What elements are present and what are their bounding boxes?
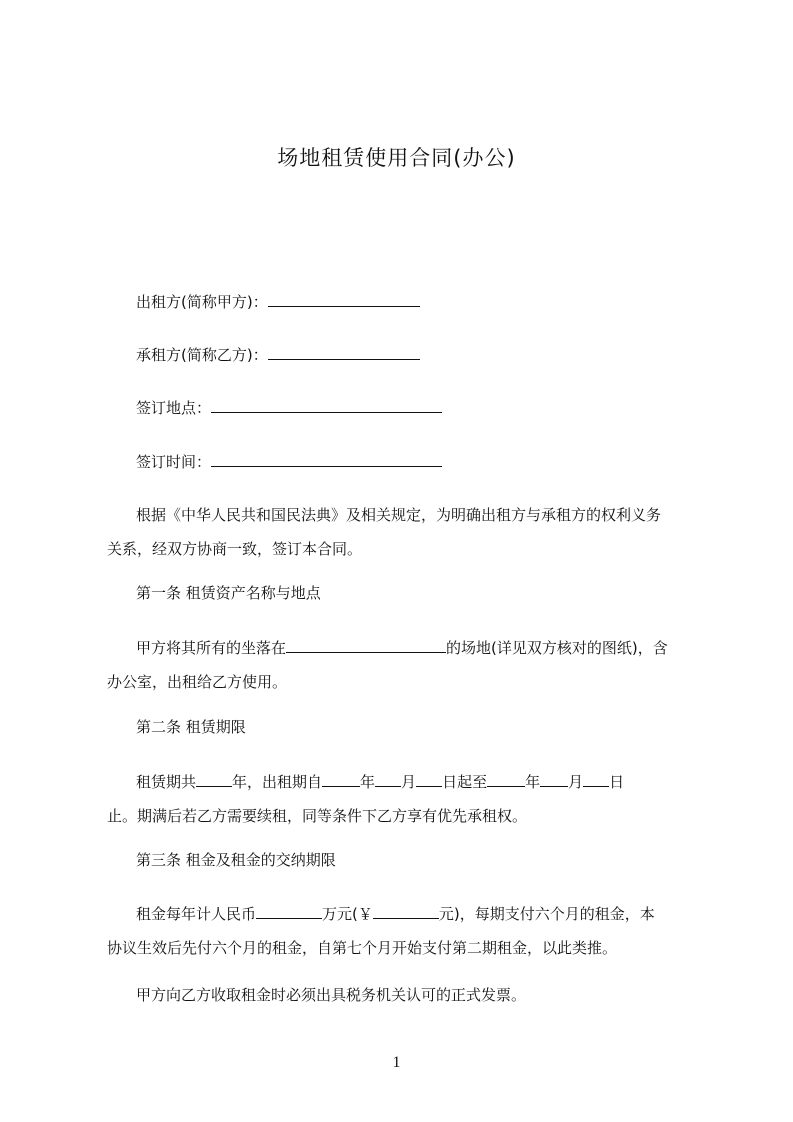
article1-paragraph [107, 631, 701, 699]
lessor-label: 出租方(简称甲方)： [136, 293, 268, 311]
article3-text-p1: 租金每年计人民币 [136, 905, 257, 923]
article2-text-p7: 月 [568, 773, 584, 791]
article3-text-p3: 元)，每期支付六个月的租金，本 [438, 905, 655, 923]
rent-amount-blank [256, 904, 322, 919]
article2-text-p4: 月 [401, 773, 417, 791]
article2-text-p2: 年，出租期自 [232, 773, 323, 791]
article1-text-part1: 甲方将其所有的坐落在 [136, 639, 287, 657]
invoice-paragraph: 甲方向乙方收取租金时必须出具税务机关认可的正式发票。 [136, 986, 527, 1004]
article3-heading: 第三条 租金及租金的交纳期限 [136, 851, 336, 869]
article1-text-part3: 办公室，出租给乙方使用。 [107, 673, 288, 691]
article1-text-part2: 的场地(详见双方核对的图纸)，含 [446, 639, 668, 657]
article3-text-p4: 协议生效后先付六个月的租金，自第七个月开始支付第二期租金，以此类推。 [107, 939, 618, 957]
article2-text-p9: 止。期满后若乙方需要续租，同等条件下乙方享有优先承租权。 [107, 807, 528, 825]
end-day-blank [583, 772, 609, 787]
article2-heading: 第二条 租赁期限 [136, 718, 246, 736]
article1-heading: 第一条 租赁资产名称与地点 [136, 584, 321, 602]
lessee-label: 承租方(简称乙方)： [136, 346, 268, 364]
end-month-blank [540, 772, 568, 787]
lessor-line [136, 292, 420, 312]
article2-text-p8: 日 [609, 773, 625, 791]
lessor-blank [268, 292, 420, 307]
start-month-blank [375, 772, 401, 787]
signing-place-label: 签订地点： [136, 399, 212, 417]
intro-text-line2: 关系，经双方协商一致，签订本合同。 [107, 540, 363, 558]
article2-paragraph [107, 765, 701, 833]
end-year-blank [487, 772, 525, 787]
article2-text-p5: 日起至 [442, 773, 488, 791]
page-number: 1 [392, 1054, 401, 1071]
start-year-blank [322, 772, 360, 787]
rent-yuan-blank [373, 904, 439, 919]
location-blank [286, 638, 446, 653]
signing-place-blank [211, 398, 442, 413]
signing-time-label: 签订时间： [136, 453, 212, 471]
document-title: 场地租赁使用合同(办公) [277, 146, 516, 170]
article2-text-p3: 年 [360, 773, 376, 791]
lease-years-blank [196, 772, 232, 787]
article3-paragraph [107, 897, 701, 965]
article2-text-p1: 租赁期共 [136, 773, 197, 791]
lessee-line [136, 345, 420, 365]
signing-time-line [136, 452, 442, 472]
intro-paragraph [107, 498, 701, 566]
signing-place-line [136, 398, 442, 418]
start-day-blank [416, 772, 442, 787]
article2-text-p6: 年 [525, 773, 541, 791]
signing-time-blank [211, 452, 442, 467]
lessee-blank [268, 345, 420, 360]
intro-text-line1: 根据《中华人民共和国民法典》及相关规定，为明确出租方与承租方的权利义务 [136, 506, 662, 524]
article3-text-p2: 万元(￥ [322, 905, 373, 923]
